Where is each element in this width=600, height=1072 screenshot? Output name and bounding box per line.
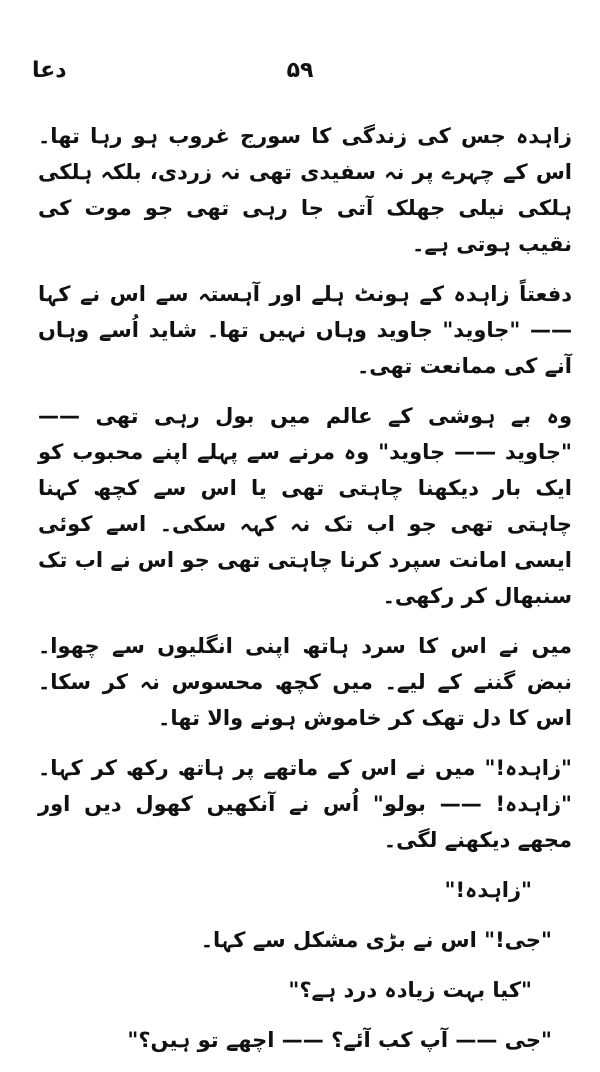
page-number: ۵۹	[286, 58, 314, 83]
dialog-line-4: "جی —— آپ کب آئے؟ —— اچھے تو ہیں؟"	[127, 1028, 552, 1052]
dialog-line-3: "کیا بہت زیادہ درد ہے؟"	[288, 978, 532, 1002]
paragraph-4: میں نے اس کا سرد ہاتھ اپنی انگلیوں سے چھوا۔ نبض گننے کے لیے۔ میں کچھ محسوس نہ کر سکا۔ اس کا دل تھک کر خاموش ہونے والا تھا۔	[38, 634, 572, 730]
page-body	[38, 118, 572, 1072]
dialog-line-2: "جی!" اس نے بڑی مشکل سے کہا۔	[200, 928, 552, 952]
dialog-line-1: "زاہدہ!"	[444, 878, 532, 902]
running-title: دعا	[32, 58, 67, 83]
paragraph-1: زاہدہ جس کی زندگی کا سورج غروب ہو رہا تھا۔ اس کے چہرے پر نہ سفیدی تھی نہ زردی، بلکہ ہلکی ہلکی نیلی جھلک آتی جا رہی تھی جو موت کی نقیب ہوتی ہے۔	[38, 124, 572, 256]
page-header	[30, 58, 570, 94]
paragraph-2: دفعتاً زاہدہ کے ہونٹ ہلے اور آہستہ سے اس نے کہا —— "جاوید" جاوید وہاں نہیں تھا۔ شاید اُسے وہاں آنے کی ممانعت تھی۔	[38, 282, 572, 378]
paragraph-3: وہ بے ہوشی کے عالم میں بول رہی تھی —— "جاوید —— جاوید" وہ مرنے سے پہلے اپنے محبوب کو ایک بار دیکھنا چاہتی تھی یا اس سے کچھ کہنا چاہتی تھی جو اب تک نہ کہہ سکی۔ اسے کوئی ایسی امانت سپرد کرنا چاہتی تھی جو اس نے اب تک سنبھال کر رکھی۔	[38, 404, 572, 608]
paragraph-5: "زاہدہ!" میں نے اس کے ماتھے پر ہاتھ رکھ کر کہا۔ "زاہدہ! —— بولو" اُس نے آنکھیں کھول دیں اور مجھے دیکھنے لگی۔	[38, 756, 572, 852]
